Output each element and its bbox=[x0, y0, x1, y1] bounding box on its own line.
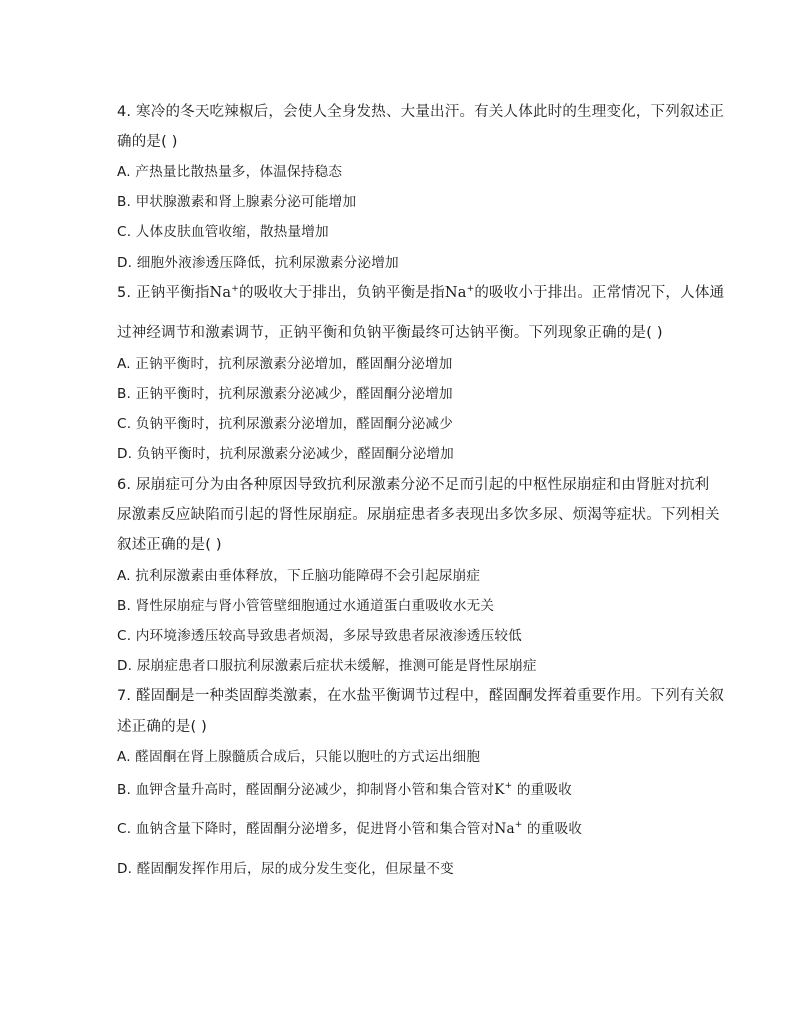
q4-option-c: C. 人体皮肤血管收缩，散热量增加 bbox=[117, 224, 329, 240]
q7-option-c-ion: Na bbox=[494, 821, 515, 837]
q7-stem-line2: 述正确的是( ) bbox=[117, 719, 208, 735]
q6-stem-line3: 叙述正确的是( ) bbox=[117, 537, 222, 553]
q7-option-c-ion-charge: + bbox=[514, 820, 523, 830]
q6-stem-line2: 尿激素反应缺陷而引起的肾性尿崩症。尿崩症患者多表现出多饮多尿、烦渴等症状。下列相关 bbox=[117, 507, 720, 523]
q5-option-a: A. 正钠平衡时，抗利尿激素分泌增加，醛固酮分泌增加 bbox=[117, 356, 453, 372]
q7-option-b bbox=[117, 781, 572, 799]
q7-option-b-ion: K bbox=[494, 782, 505, 798]
q4-option-b: B. 甲状腺激素和肾上腺素分泌可能增加 bbox=[117, 194, 357, 210]
q5-ion-na-2-charge: + bbox=[466, 284, 475, 294]
q5-ion-na-1: Na bbox=[209, 285, 232, 301]
q6-option-a: A. 抗利尿激素由垂体释放，下丘脑功能障碍不会引起尿崩症 bbox=[117, 568, 481, 584]
q6-option-d: D. 尿崩症患者口服抗利尿激素后症状未缓解，推测可能是肾性尿崩症 bbox=[117, 658, 537, 674]
q5-option-d: D. 负钠平衡时，抗利尿激素分泌减少，醛固酮分泌增加 bbox=[117, 446, 454, 462]
q4-stem-line2: 确的是( ) bbox=[117, 134, 178, 150]
q6-option-b: B. 肾性尿崩症与肾小管管壁细胞通过水通道蛋白重吸收水无关 bbox=[117, 598, 495, 614]
q5-option-c: C. 负钠平衡时，抗利尿激素分泌增加，醛固酮分泌减少 bbox=[117, 416, 453, 432]
q6-stem-line1: 6. 尿崩症可分为由各种原因导致抗利尿激素分泌不足而引起的中枢性尿崩症和由肾脏对抗利 bbox=[117, 477, 710, 493]
q4-option-a: A. 产热量比散热量多，体温保持稳态 bbox=[117, 164, 343, 180]
q6-option-c: C. 内环境渗透压较高导致患者烦渴，多尿导致患者尿液渗透压较低 bbox=[117, 628, 522, 644]
q5-stem-text-a: 5. 正钠平衡指 bbox=[117, 285, 210, 301]
q7-stem-line1: 7. 醛固酮是一种类固醇类激素，在水盐平衡调节过程中，醛固酮发挥着重要作用。下列有关叙 bbox=[117, 688, 725, 704]
q7-option-c-text: C. 血钠含量下降时，醛固酮分泌增多，促进肾小管和集合管对 bbox=[117, 821, 495, 837]
q7-option-b-text: B. 血钾含量升高时，醛固酮分泌减少，抑制肾小管和集合管对 bbox=[117, 782, 495, 798]
q7-option-c-suffix: 的重吸收 bbox=[522, 821, 583, 837]
q5-stem-line2: 过神经调节和激素调节，正钠平衡和负钠平衡最终可达钠平衡。下列现象正确的是( ) bbox=[117, 325, 663, 341]
q7-option-b-ion-charge: + bbox=[504, 781, 513, 791]
q7-option-c bbox=[117, 820, 582, 838]
q7-option-a: A. 醛固酮在肾上腺髓质合成后，只能以胞吐的方式运出细胞 bbox=[117, 749, 481, 765]
q5-ion-na-2: Na bbox=[444, 285, 467, 301]
q7-option-d: D. 醛固酮发挥作用后，尿的成分发生变化，但尿量不变 bbox=[117, 861, 454, 877]
q5-stem-text-c: 的吸收小于排出。正常情况下，人体通 bbox=[474, 285, 725, 301]
q7-option-b-suffix: 的重吸收 bbox=[512, 782, 573, 798]
q4-stem-line1: 4. 寒冷的冬天吃辣椒后，会使人全身发热、大量出汗。有关人体此时的生理变化，下列叙述正 bbox=[117, 104, 725, 120]
q5-stem-text-b: 的吸收大于排出，负钠平衡是指 bbox=[239, 285, 445, 301]
q4-option-d: D. 细胞外液渗透压降低，抗利尿激素分泌增加 bbox=[117, 255, 399, 271]
q5-ion-na-1-charge: + bbox=[231, 284, 240, 294]
q5-option-b: B. 正钠平衡时，抗利尿激素分泌减少，醛固酮分泌增加 bbox=[117, 386, 453, 402]
q5-stem-line1 bbox=[117, 284, 724, 302]
